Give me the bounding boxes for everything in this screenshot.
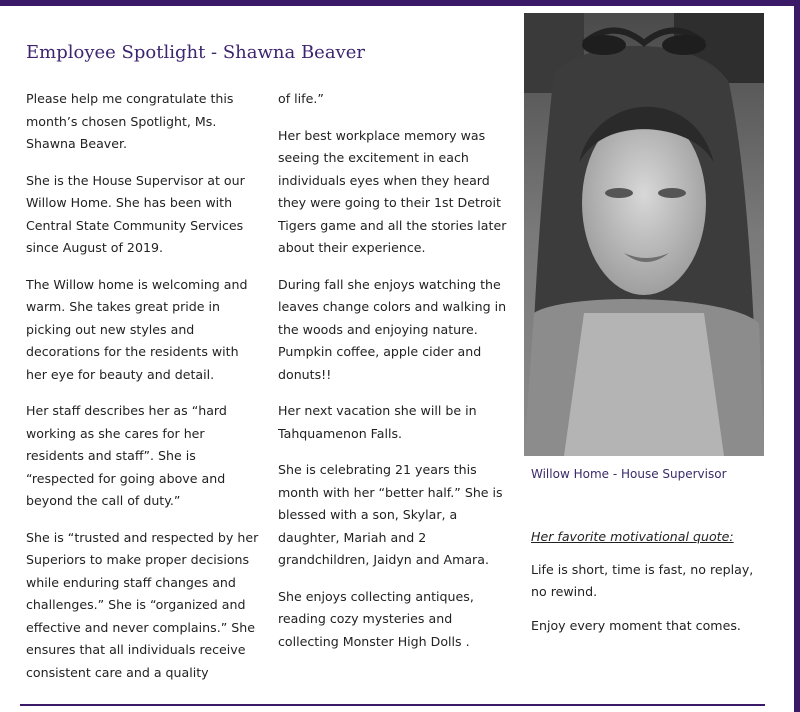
top-border [0,0,800,6]
paragraph: Her best workplace memory was seeing the excitement in each individuals eyes when they heard they were going to their 1st Detroit Tigers game and all the stories later about their experience. [278,127,507,255]
paragraph: During fall she enjoys watching the leaves change colors and walking in the woods and enjoying nature. Pumpkin coffee, apple cider and donuts!! [278,276,507,382]
paragraph: Her staff describes her as “hard working as she cares for her residents and staff”. She is “respected for going above and beyond the call of duty.” [26,403,227,508]
quote-text: Enjoy every moment that comes. [531,618,741,633]
bottom-rule [20,704,765,706]
paragraph: of life.” [278,91,324,106]
paragraph: Her next vacation she will be in Tahquamenon Falls. [278,403,477,441]
employee-photo [524,13,764,456]
paragraph: She enjoys collecting antiques, reading cozy mysteries and collecting Monster High Dolls . [278,588,474,649]
page-title: Employee Spotlight - Shawna Beaver [26,42,365,63]
paragraph: The Willow home is welcoming and warm. She takes great pride in picking out new styles and decorations for the residents with her eye for beauty and detail. [26,276,248,382]
paragraph: She is “trusted and respected by her Superiors to make proper decisions while enduring staff changes and challenges.” She is “organized and effective and never complains.” She ensures that all individuals receive consistent care and a quality [26,529,259,680]
article-column-middle [278,88,514,667]
photo-caption: Willow Home - House Supervisor [531,467,727,481]
quote-section [531,527,761,649]
paragraph: She is the House Supervisor at our Willow Home. She has been with Central State Community Services since August of 2019. [26,172,245,255]
right-border [794,0,800,712]
article-column-left [26,88,262,698]
paragraph: Please help me congratulate this month’s chosen Spotlight, Ms. Shawna Beaver. [26,91,234,151]
paragraph: She is celebrating 21 years this month with her “better half.” She is blessed with a son, Skylar, a daughter, Mariah and 2 grandchildren, Jaidyn and Amara. [278,462,503,567]
quote-text: Life is short, time is fast, no replay, no rewind. [531,562,754,599]
quote-heading: Her favorite motivational quote: [531,529,734,544]
